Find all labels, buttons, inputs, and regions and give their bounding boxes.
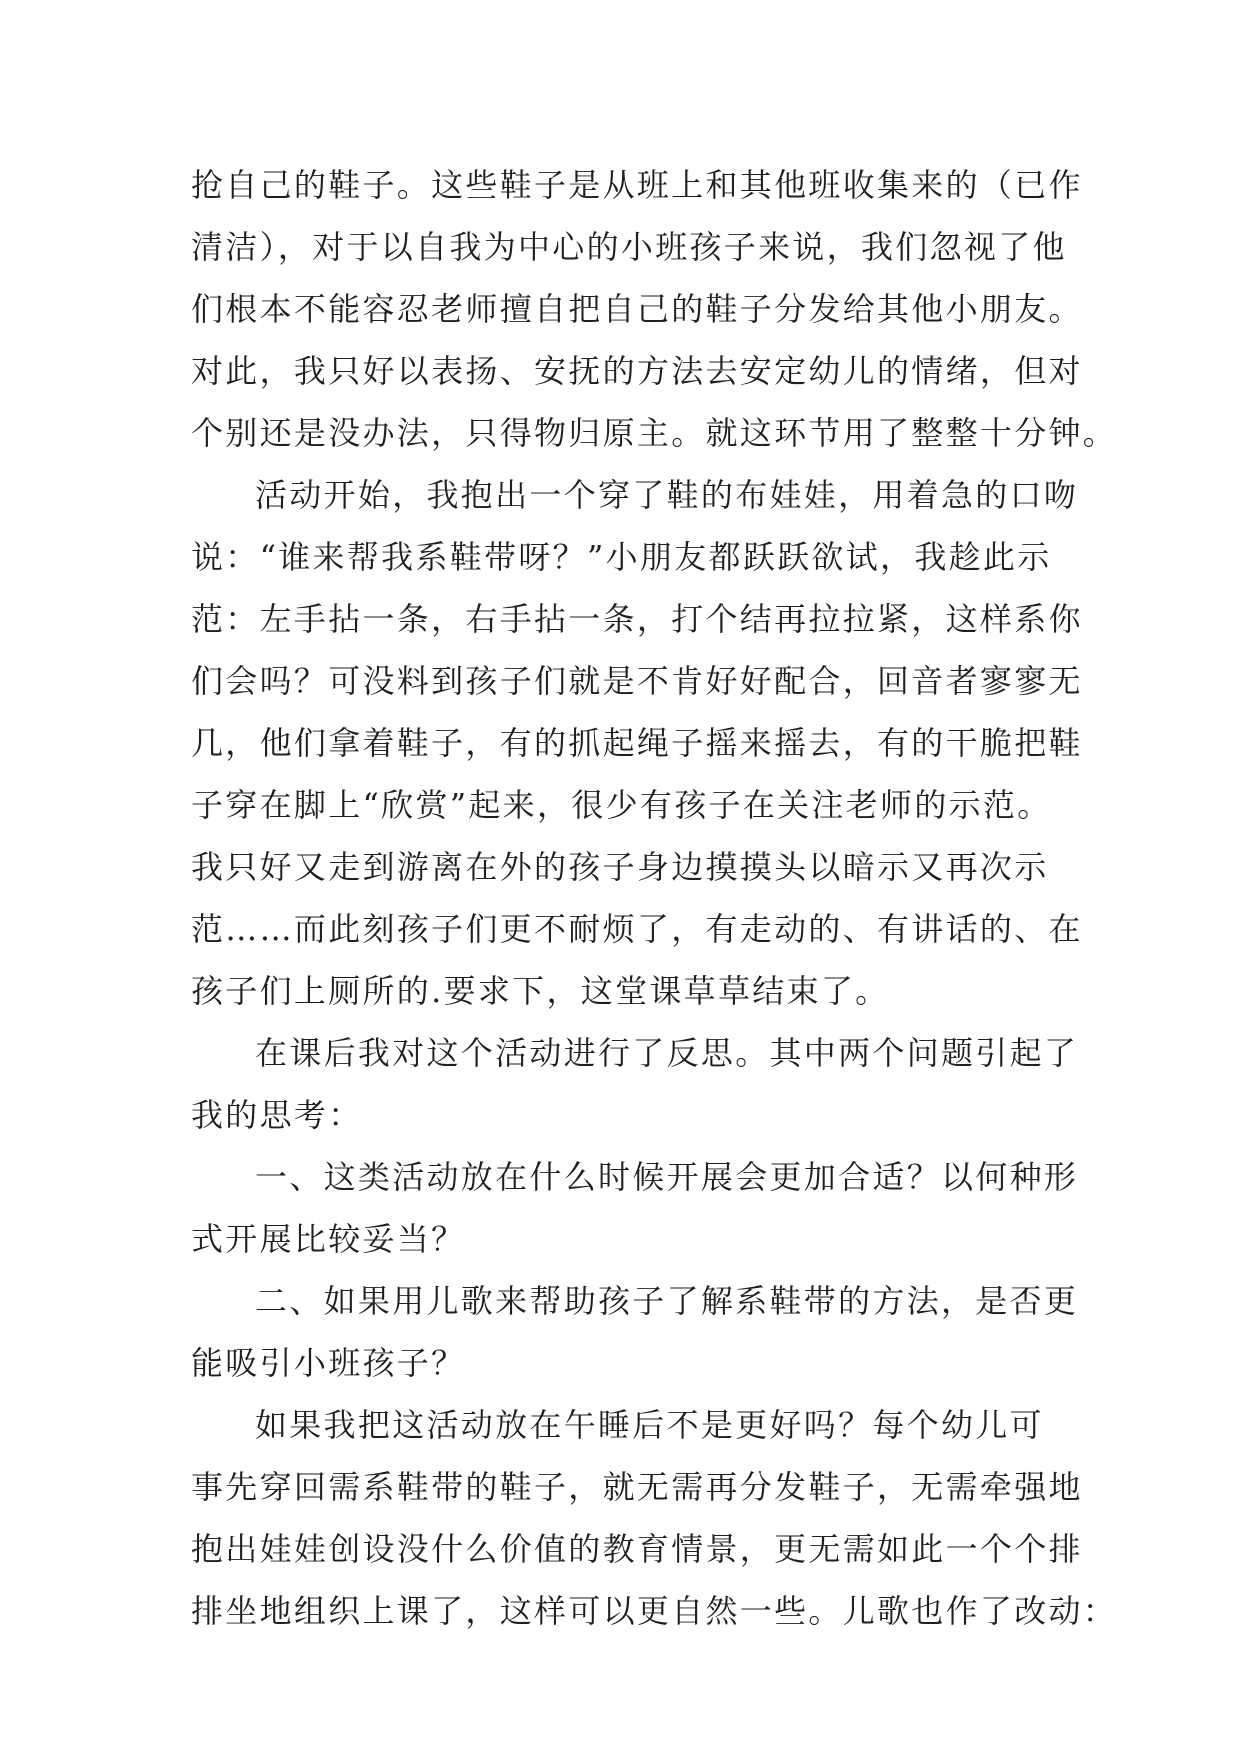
text-line: 排坐地组织上课了，这样可以更自然一些。儿歌也作了改动： [191,1592,1118,1630]
text-line: 清洁），对于以自我为中心的小班孩子来说，我们忽视了他 [191,228,1067,266]
text-line: 子穿在脚上“欣赏”起来，很少有孩子在关注老师的示范。 [191,786,1052,824]
document-body [191,154,1118,1642]
text-line: 我只好又走到游离在外的孩子身边摸摸头以暗示又再次示 [191,848,1049,886]
text-line: 事先穿回需系鞋带的鞋子，就无需再分发鞋子，无需牵强地 [191,1468,1083,1506]
text-line: 我的思考： [191,1096,363,1134]
paragraph-first-line: 一、这类活动放在什么时候开展会更加合适？以何种形 [255,1158,1079,1196]
text-line: 几，他们拿着鞋子，有的抓起绳子摇来摇去，有的干脆把鞋 [191,724,1083,762]
text-line: 孩子们上厕所的.要求下，这堂课草草结束了。 [191,972,890,1010]
text-line: 抱出娃娃创设没什么价值的教育情景，更无需如此一个个排 [191,1530,1083,1568]
text-line: 式开展比较妥当？ [191,1220,466,1258]
text-line: 说：“谁来帮我系鞋带呀？”小朋友都跃跃欲试，我趁此示 [191,538,1052,576]
paragraph-first-line: 在课后我对这个活动进行了反思。其中两个问题引起了 [255,1034,1079,1072]
text-line: 个别还是没办法，只得物归原主。就这环节用了整整十分钟。 [191,414,1118,452]
text-line: 对此，我只好以表扬、安抚的方法去安定幼儿的情绪，但对 [191,352,1083,390]
text-line: 范：左手拈一条，右手拈一条，打个结再拉拉紧，这样系你 [191,600,1083,638]
text-line: 们会吗？可没料到孩子们就是不肯好好配合，回音者寥寥无 [191,662,1083,700]
text-line: 能吸引小班孩子？ [191,1344,466,1382]
paragraph-first-line: 二、如果用儿歌来帮助孩子了解系鞋带的方法，是否更 [255,1282,1079,1320]
paragraph-first-line: 如果我把这活动放在午睡后不是更好吗？每个幼儿可 [255,1406,1044,1444]
paragraph-first-line: 活动开始，我抱出一个穿了鞋的布娃娃，用着急的口吻 [255,476,1079,514]
text-line: 们根本不能容忍老师擅自把自己的鞋子分发给其他小朋友。 [191,290,1083,328]
text-line: 范……而此刻孩子们更不耐烦了，有走动的、有讲话的、在 [191,910,1083,948]
text-line: 抢自己的鞋子。这些鞋子是从班上和其他班收集来的（已作 [191,166,1083,204]
